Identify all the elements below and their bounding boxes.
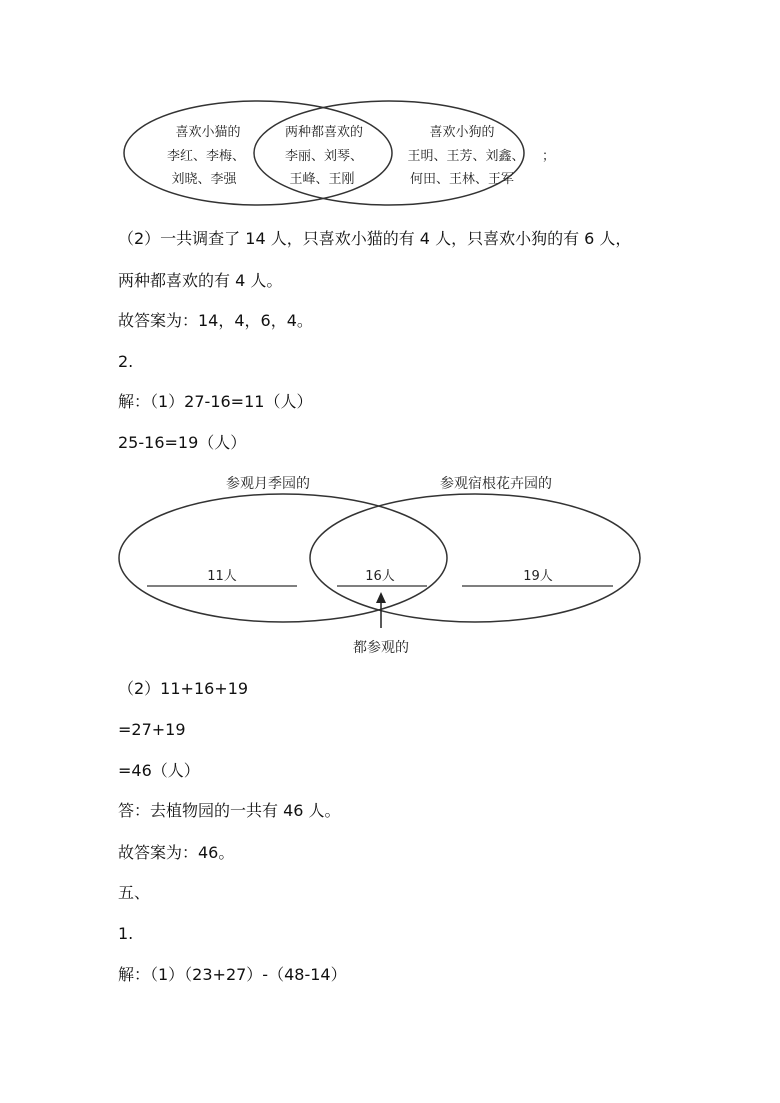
question-number-2: 2. <box>118 352 134 371</box>
paragraph-part2-line2: 两种都喜欢的有 4 人。 <box>118 271 283 290</box>
venn-diagram-gardens <box>0 460 780 665</box>
venn2-arrow-label: 都参观的 <box>353 640 409 656</box>
paragraph-part2-line1: （2）一共调查了 14 人，只喜欢小猫的有 4 人，只喜欢小狗的有 6 人， <box>118 229 632 248</box>
venn1-left-names1: 李红、李梅、 <box>166 149 246 164</box>
reply-line: 答：去植物园的一共有 46 人。 <box>118 801 341 820</box>
venn1-left-title: 喜欢小猫的 <box>175 125 241 140</box>
venn1-right-title: 喜欢小狗的 <box>429 125 495 140</box>
venn2-right-circle <box>310 494 640 622</box>
part2-expression: （2）11+16+19 <box>118 679 249 698</box>
step-line-1: =27+19 <box>118 720 186 739</box>
step-line-2: =46（人） <box>118 761 200 780</box>
venn1-right-names2: 何田、王林、王军 <box>409 172 515 187</box>
venn1-tail: ； <box>542 149 556 164</box>
venn2-left-value: 11人 <box>207 569 237 584</box>
venn2-right-label: 参观宿根花卉园的 <box>440 476 552 492</box>
venn1-middle-names1: 李丽、刘琴、 <box>284 149 364 164</box>
answer-line-1: 故答案为：14，4，6，4。 <box>118 311 313 330</box>
solution-line-3: 解：（1）（23+27）-（48-14） <box>118 965 347 984</box>
venn2-left-circle <box>119 494 447 622</box>
calculation-line-2: 25-16=19（人） <box>118 433 247 452</box>
venn1-middle-title: 两种都喜欢的 <box>284 125 364 140</box>
venn2-middle-value: 16人 <box>365 569 395 584</box>
venn2-right-value: 19人 <box>523 569 553 584</box>
venn1-right-names1: 王明、王芳、刘鑫、 <box>407 149 525 164</box>
answer-line-2: 故答案为：46。 <box>118 843 235 862</box>
solution-line-1: 解：（1）27-16=11（人） <box>118 392 313 411</box>
venn-diagram-pets <box>0 0 780 210</box>
venn1-left-names2: 刘晓、李强 <box>171 172 237 187</box>
section-heading-5: 五、 <box>118 883 151 902</box>
arrow-up-icon <box>376 592 386 603</box>
venn2-left-label: 参观月季园的 <box>226 476 310 492</box>
venn1-middle-names2: 王峰、王刚 <box>289 172 355 187</box>
question-number-1: 1. <box>118 924 134 943</box>
